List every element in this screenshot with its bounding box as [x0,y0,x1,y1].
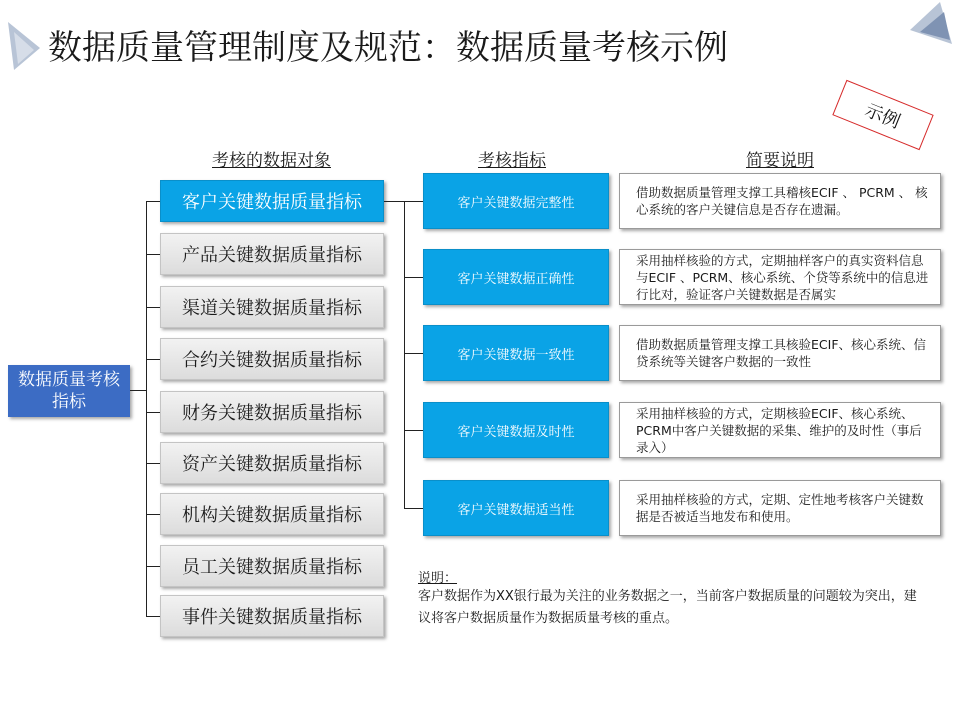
corner-decoration-right [900,0,960,60]
tick-object-1 [146,254,160,255]
connector-indicators-vertical [404,201,405,508]
object-employee: 员工关键数据质量指标 [160,545,384,587]
object-channel: 渠道关键数据质量指标 [160,286,384,328]
description-completeness [619,173,941,229]
page-title: 数据质量管理制度及规范：数据质量考核示例 [48,28,728,68]
tick-object-8 [146,616,160,617]
object-finance: 财务关键数据质量指标 [160,391,384,433]
tick-object-6 [146,514,160,515]
header-descriptions: 简要说明 [746,151,814,171]
description-text: 采用抽样核验的方式，定期、定性地考核客户关键数据是否被适当地发布和使用。 [636,492,924,524]
tick-indicator-3 [404,430,423,431]
object-institution: 机构关键数据质量指标 [160,493,384,535]
object-contract: 合约关键数据质量指标 [160,338,384,380]
description-timeliness [619,402,941,458]
tick-indicator-1 [404,277,423,278]
description-appropriateness [619,480,941,536]
root-node: 数据质量考核指标 [8,365,130,417]
tick-indicator-4 [404,508,423,509]
header-indicators: 考核指标 [478,151,546,171]
tick-object-7 [146,566,160,567]
example-stamp: 示例 [832,80,933,150]
connector-objects-vertical [146,202,147,616]
tick-object-5 [146,463,160,464]
tick-object-3 [146,359,160,360]
description-text: 借助数据质量管理支撑工具稽核ECIF 、 PCRM 、 核心系统的客户关键信息是否存在遗漏。 [636,185,928,217]
object-event: 事件关键数据质量指标 [160,595,384,637]
description-text: 借助数据质量管理支撑工具核验ECIF、核心系统、信贷系统等关键客户数据的一致性 [636,337,927,369]
note-title: 说明： [418,571,458,586]
tick-indicator-2 [404,353,423,354]
indicator-completeness: 客户关键数据完整性 [423,173,609,229]
indicator-accuracy: 客户关键数据正确性 [423,249,609,305]
description-text: 采用抽样核验的方式，定期核验ECIF、核心系统、PCRM中客户关键数据的采集、维护的及时性（事后录入） [636,405,922,455]
tick-object-2 [146,307,160,308]
description-text: 采用抽样核验的方式，定期抽样客户的真实资料信息与ECIF 、PCRM、核心系统、个贷等系统中的信息进行比对，验证客户关键数据是否属实 [636,252,929,302]
object-asset: 资产关键数据质量指标 [160,442,384,484]
tick-object-0 [146,201,160,202]
tick-object-4 [146,412,160,413]
indicator-appropriateness: 客户关键数据适当性 [423,480,609,536]
indicator-consistency: 客户关键数据一致性 [423,325,609,381]
description-consistency [619,325,941,381]
header-objects: 考核的数据对象 [212,151,331,171]
description-accuracy [619,249,941,305]
connector-root-horizontal [130,390,146,391]
note-body: 客户数据作为XX银行最为关注的业务数据之一，当前客户数据质量的问题较为突出，建议将客户数据质量作为数据质量考核的重点。 [418,589,917,626]
object-customer: 客户关键数据质量指标 [160,180,384,222]
object-product: 产品关键数据质量指标 [160,233,384,275]
indicator-timeliness: 客户关键数据及时性 [423,402,609,458]
